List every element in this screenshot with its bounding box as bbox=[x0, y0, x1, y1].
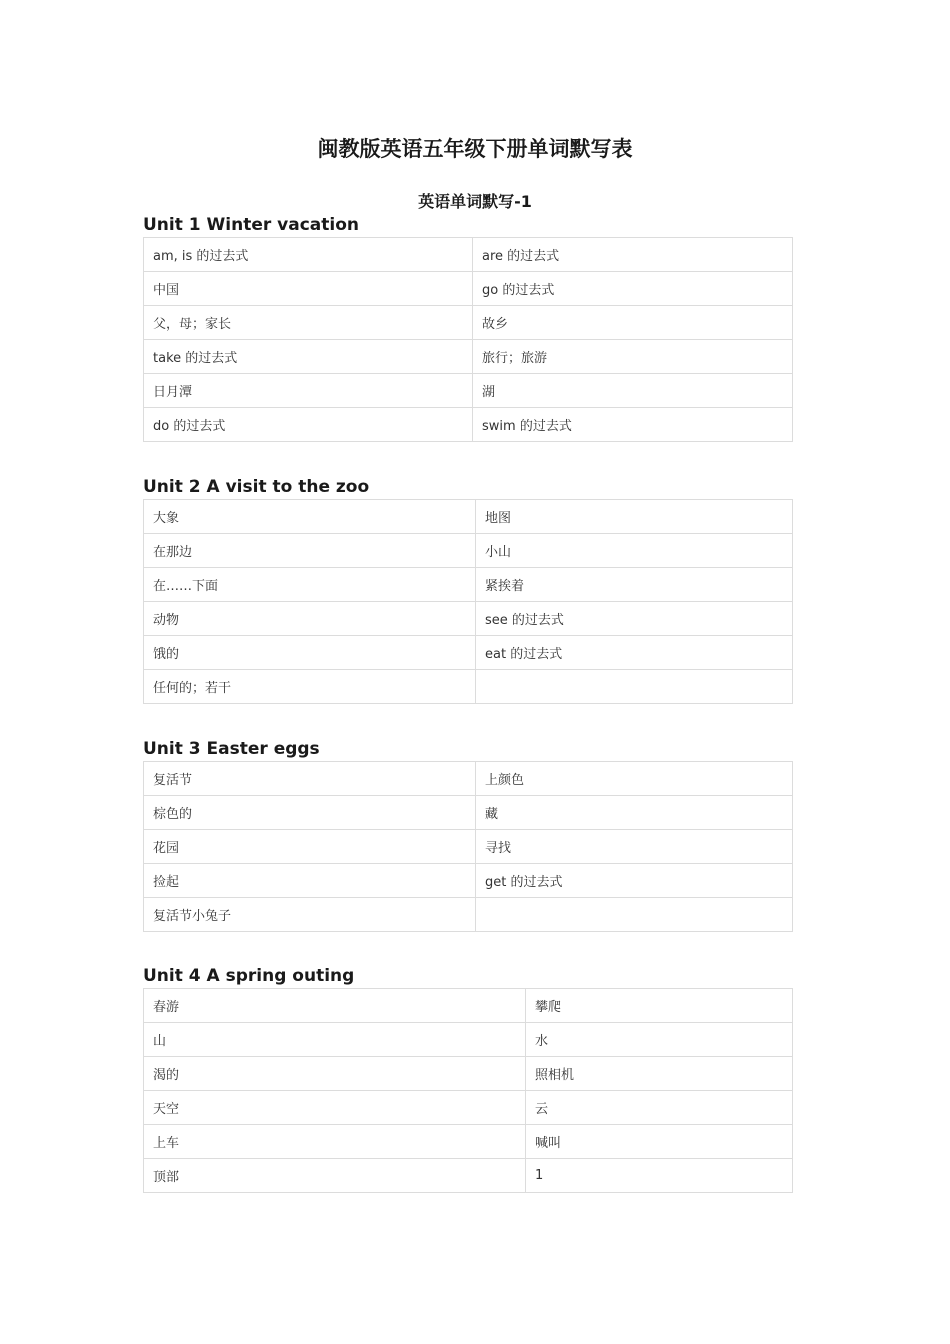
word-cell: 复活节小兔子 bbox=[144, 898, 476, 932]
word-cell: 天空 bbox=[144, 1091, 526, 1125]
word-cell: take 的过去式 bbox=[144, 340, 473, 374]
table-row bbox=[144, 1159, 793, 1193]
word-cell: am, is 的过去式 bbox=[144, 238, 473, 272]
word-cell: do 的过去式 bbox=[144, 408, 473, 442]
word-cell: 渴的 bbox=[144, 1057, 526, 1091]
table-row bbox=[144, 762, 793, 796]
worksheet-subtitle: 英语单词默写-1 bbox=[418, 192, 532, 211]
word-cell: 棕色的 bbox=[144, 796, 476, 830]
table-row bbox=[144, 500, 793, 534]
word-cell: 父，母；家长 bbox=[144, 306, 473, 340]
page-title: 闽教版英语五年级下册单词默写表 bbox=[317, 137, 633, 161]
word-cell: 上颜色 bbox=[476, 762, 793, 796]
word-cell: 捡起 bbox=[144, 864, 476, 898]
word-cell: swim 的过去式 bbox=[473, 408, 793, 442]
word-cell: 复活节 bbox=[144, 762, 476, 796]
word-cell: 云 bbox=[526, 1091, 793, 1125]
table-row bbox=[144, 568, 793, 602]
word-cell: 大象 bbox=[144, 500, 476, 534]
table-row bbox=[144, 1091, 793, 1125]
word-cell: 寻找 bbox=[476, 830, 793, 864]
word-cell: 春游 bbox=[144, 989, 526, 1023]
word-cell: 顶部 bbox=[144, 1159, 526, 1193]
word-cell: 喊叫 bbox=[526, 1125, 793, 1159]
word-cell: 在……下面 bbox=[144, 568, 476, 602]
unit-3-section bbox=[143, 737, 792, 932]
table-row bbox=[144, 534, 793, 568]
vocab-table bbox=[143, 988, 793, 1193]
word-cell bbox=[476, 670, 793, 704]
table-row bbox=[144, 1057, 793, 1091]
word-cell: 在那边 bbox=[144, 534, 476, 568]
table-row bbox=[144, 340, 793, 374]
word-cell: 地图 bbox=[476, 500, 793, 534]
table-row bbox=[144, 272, 793, 306]
word-cell: see 的过去式 bbox=[476, 602, 793, 636]
table-row bbox=[144, 1023, 793, 1057]
word-cell: get 的过去式 bbox=[476, 864, 793, 898]
table-row bbox=[144, 796, 793, 830]
word-cell: 任何的；若干 bbox=[144, 670, 476, 704]
word-cell: 水 bbox=[526, 1023, 793, 1057]
table-row bbox=[144, 1125, 793, 1159]
table-row bbox=[144, 830, 793, 864]
table-row bbox=[144, 374, 793, 408]
table-row bbox=[144, 602, 793, 636]
word-cell: 紧挨着 bbox=[476, 568, 793, 602]
word-cell: 照相机 bbox=[526, 1057, 793, 1091]
word-cell: 花园 bbox=[144, 830, 476, 864]
table-row bbox=[144, 238, 793, 272]
word-cell: go 的过去式 bbox=[473, 272, 793, 306]
word-cell: 故乡 bbox=[473, 306, 793, 340]
word-cell: 饿的 bbox=[144, 636, 476, 670]
word-cell: 旅行；旅游 bbox=[473, 340, 793, 374]
word-cell: 日月潭 bbox=[144, 374, 473, 408]
unit-heading: Unit 4 A spring outing bbox=[143, 966, 355, 986]
word-cell bbox=[476, 898, 793, 932]
word-cell: 攀爬 bbox=[526, 989, 793, 1023]
unit-heading: Unit 2 A visit to the zoo bbox=[143, 477, 370, 497]
unit-heading: Unit 1 Winter vacation bbox=[143, 215, 360, 235]
table-row bbox=[144, 408, 793, 442]
word-cell: 中国 bbox=[144, 272, 473, 306]
unit-heading: Unit 3 Easter eggs bbox=[143, 739, 320, 759]
table-row bbox=[144, 898, 793, 932]
unit-2-section bbox=[143, 475, 792, 704]
table-row bbox=[144, 989, 793, 1023]
word-cell: 山 bbox=[144, 1023, 526, 1057]
word-cell: 湖 bbox=[473, 374, 793, 408]
vocab-table bbox=[143, 499, 793, 704]
unit-1-section bbox=[143, 213, 792, 442]
table-row bbox=[144, 864, 793, 898]
vocab-table bbox=[143, 237, 793, 442]
word-cell: eat 的过去式 bbox=[476, 636, 793, 670]
word-cell: 上车 bbox=[144, 1125, 526, 1159]
vocab-table bbox=[143, 761, 793, 932]
table-row bbox=[144, 670, 793, 704]
word-cell: 小山 bbox=[476, 534, 793, 568]
unit-4-section bbox=[143, 964, 792, 1193]
table-row bbox=[144, 636, 793, 670]
word-cell: 1 bbox=[526, 1159, 793, 1193]
word-cell: 藏 bbox=[476, 796, 793, 830]
table-row bbox=[144, 306, 793, 340]
word-cell: 动物 bbox=[144, 602, 476, 636]
word-cell: are 的过去式 bbox=[473, 238, 793, 272]
